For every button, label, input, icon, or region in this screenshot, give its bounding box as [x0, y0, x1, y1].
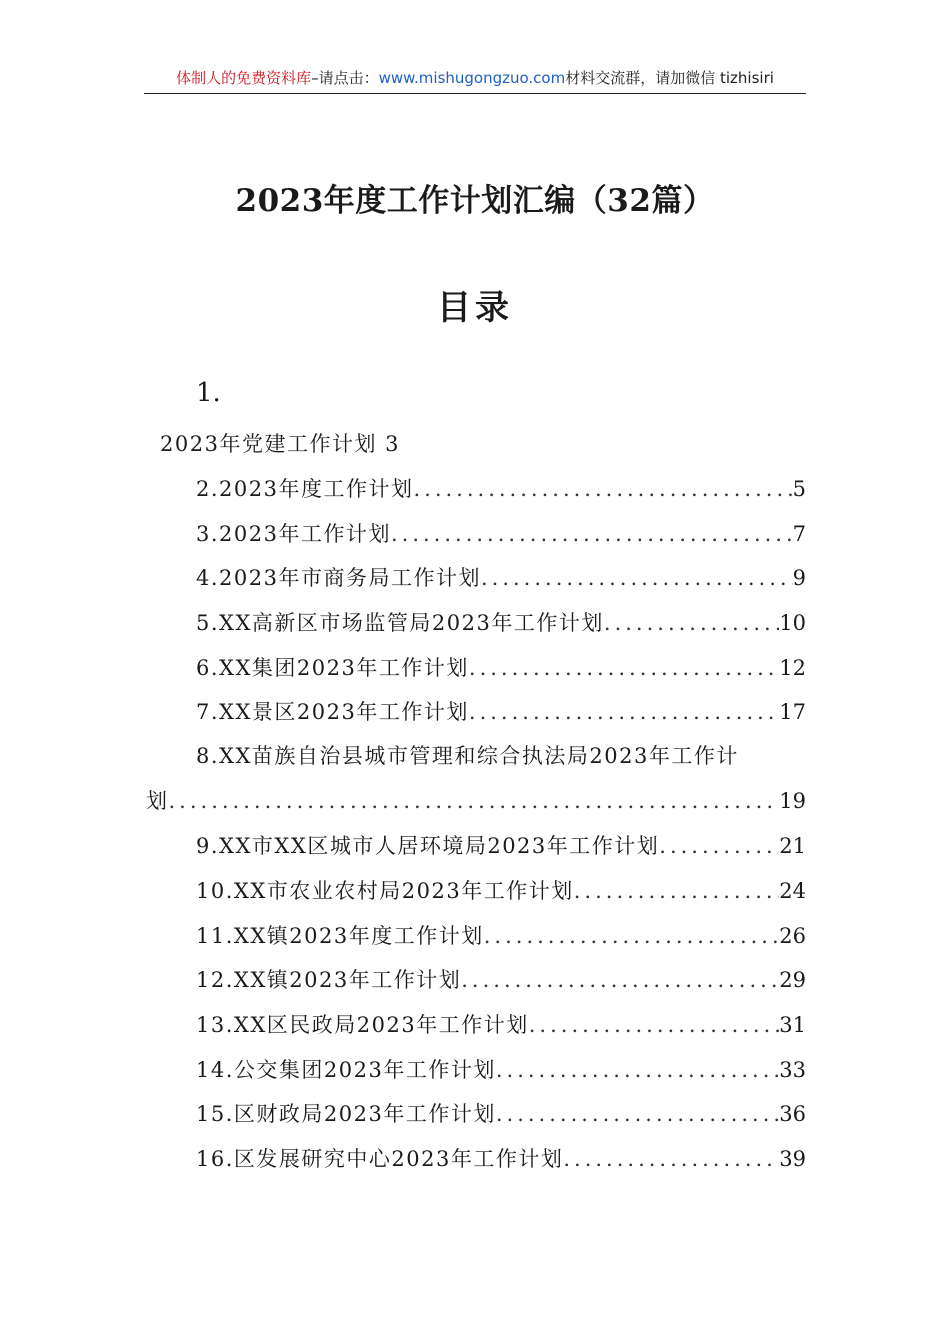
toc-entry-label: 7.XX景区2023年工作计划	[196, 700, 469, 724]
toc-leader	[169, 789, 780, 813]
toc-leader	[659, 834, 779, 858]
toc-entry-label: 10.XX市农业农村局2023年工作计划	[196, 879, 574, 903]
toc-page-number: 12	[779, 656, 806, 680]
toc-entry-13[interactable]	[196, 1009, 806, 1039]
document-title: 2023年度工作计划汇编（32篇）	[235, 183, 715, 219]
toc-page-number: 29	[779, 968, 806, 992]
toc-entry-8-line1[interactable]: 8.XX苗族自治县城市管理和综合执法局2023年工作计	[196, 744, 739, 768]
toc-leader	[461, 968, 779, 992]
toc-page-number: 9	[792, 566, 806, 590]
toc-entry-6[interactable]	[196, 652, 806, 682]
header-divider	[144, 93, 806, 94]
toc-leader	[469, 700, 779, 724]
toc-page-number: 21	[779, 834, 806, 858]
toc-page-number: 36	[779, 1102, 806, 1126]
toc-entry-16[interactable]	[196, 1143, 806, 1173]
toc-entry-1[interactable]: 2023年党建工作计划 3	[160, 432, 400, 456]
toc-entry-8[interactable]	[146, 785, 806, 815]
header-brand: 体制人的免费资料库	[176, 69, 312, 87]
toc-leader	[496, 1102, 779, 1126]
toc-entry-14[interactable]	[196, 1054, 806, 1084]
toc-entry-label: 5.XX高新区市场监管局2023年工作计划	[196, 611, 604, 635]
toc-entry-label: 11.XX镇2023年度工作计划	[196, 924, 484, 948]
toc-entry-label: 9.XX市XX区城市人居环境局2023年工作计划	[196, 834, 660, 858]
toc-leader	[484, 924, 780, 948]
toc-entry-3[interactable]	[196, 518, 806, 548]
toc-page-number: 7	[792, 522, 806, 546]
toc-page-number: 24	[779, 879, 806, 903]
toc-leader	[481, 566, 793, 590]
header-prompt: –请点击：	[311, 69, 379, 87]
toc-entry-label: 3.2023年工作计划	[196, 522, 391, 546]
toc-leader	[496, 1058, 779, 1082]
toc-entry-1-number[interactable]: 1.	[196, 378, 221, 408]
toc-leader	[413, 477, 792, 501]
toc-entry-10[interactable]	[196, 875, 806, 905]
toc-entry-label: 2.2023年度工作计划	[196, 477, 414, 501]
toc-entry-4[interactable]	[196, 562, 806, 592]
toc-entry-label: 12.XX镇2023年工作计划	[196, 968, 462, 992]
toc-page-number: 19	[779, 789, 806, 813]
toc-leader	[574, 879, 780, 903]
toc-entry-11[interactable]	[196, 920, 806, 950]
toc-entry-9[interactable]	[196, 830, 806, 860]
toc-entry-label: 4.2023年市商务局工作计划	[196, 566, 481, 590]
toc-entry-2[interactable]	[196, 473, 806, 503]
header-url-link[interactable]: www.mishugongzuo.com	[378, 69, 566, 87]
toc-entry-label: 划	[146, 789, 169, 813]
toc-page-number: 5	[792, 477, 806, 501]
toc-leader	[529, 1013, 780, 1037]
toc-page-number: 10	[779, 611, 806, 635]
toc-entry-label: 13.XX区民政局2023年工作计划	[196, 1013, 529, 1037]
toc-entry-label: 15.区财政局2023年工作计划	[196, 1102, 496, 1126]
toc-leader	[563, 1147, 779, 1171]
toc-entry-7[interactable]	[196, 696, 806, 726]
toc-page-number: 39	[779, 1147, 806, 1171]
toc-entry-5[interactable]	[196, 607, 806, 637]
toc-entry-15[interactable]	[196, 1098, 806, 1128]
toc-leader	[604, 611, 779, 635]
toc-entry-label: 6.XX集团2023年工作计划	[196, 656, 469, 680]
site-header	[144, 67, 806, 88]
toc-page-number: 17	[779, 700, 806, 724]
toc-entry-12[interactable]	[196, 964, 806, 994]
toc-leader	[469, 656, 779, 680]
toc-entry-label: 14.公交集团2023年工作计划	[196, 1058, 496, 1082]
toc-heading: 目录	[437, 288, 513, 328]
toc-leader	[391, 522, 793, 546]
toc-entry-label: 16.区发展研究中心2023年工作计划	[196, 1147, 564, 1171]
toc-page-number: 33	[779, 1058, 806, 1082]
toc-page-number: 26	[779, 924, 806, 948]
header-contact: 材料交流群，请加微信 tizhisiri	[565, 69, 774, 87]
toc-page-number: 31	[779, 1013, 806, 1037]
